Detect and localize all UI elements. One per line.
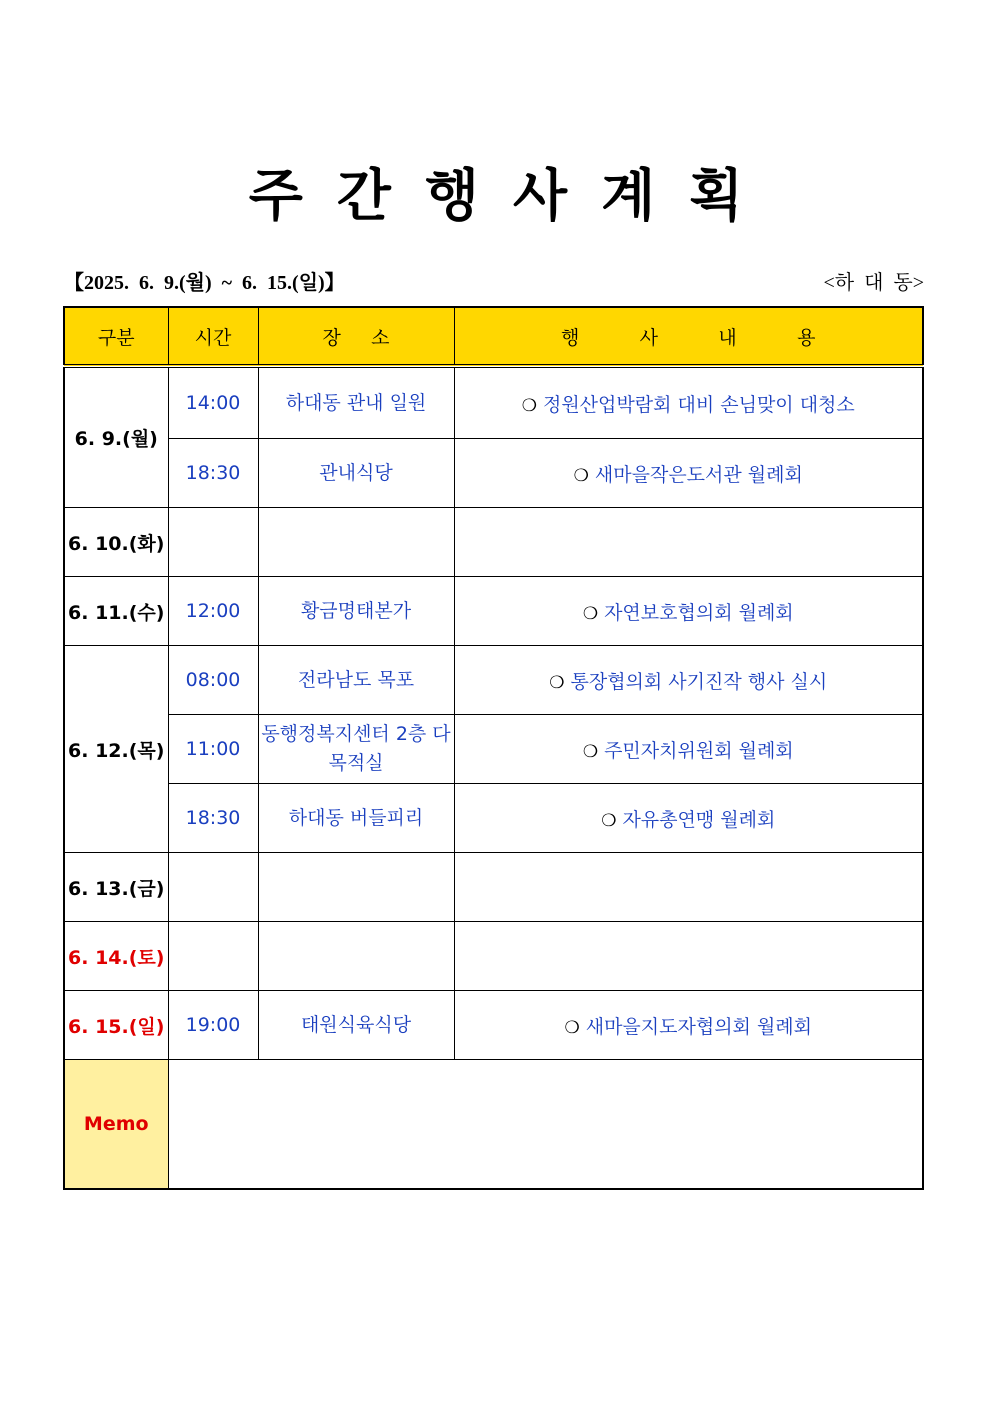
empty-cell [454, 508, 923, 577]
event-time: 12:00 [168, 577, 258, 646]
header-content: 행 사 내 용 [454, 307, 923, 366]
table-row [64, 853, 923, 922]
department-name: <하 대 동> [823, 272, 924, 294]
event-time: 08:00 [168, 646, 258, 715]
event-content [454, 439, 923, 508]
circle-bullet-icon: ❍ [601, 810, 617, 831]
header-time: 시간 [168, 307, 258, 366]
event-content [454, 991, 923, 1060]
event-content-text: 새마을작은도서관 월례회 [594, 463, 803, 486]
header-category: 구분 [64, 307, 168, 366]
event-place: 하대동 관내 일원 [258, 366, 454, 439]
empty-cell [258, 922, 454, 991]
empty-cell [258, 853, 454, 922]
circle-bullet-icon: ❍ [582, 741, 599, 762]
weekly-event-table [63, 306, 924, 1190]
table-row [64, 715, 923, 784]
event-content-text: 자연보호협의회 월례회 [604, 601, 794, 624]
day-cell: 6. 9.(월) [64, 366, 168, 508]
event-time: 19:00 [168, 991, 258, 1060]
day-cell: 6. 10.(화) [64, 508, 168, 577]
event-place: 전라남도 목포 [258, 646, 454, 715]
event-content [454, 715, 923, 784]
event-content-text: 통장협의회 사기진작 행사 실시 [570, 670, 828, 693]
event-time: 11:00 [168, 715, 258, 784]
table-row [64, 922, 923, 991]
header-place: 장 소 [258, 307, 454, 366]
event-place: 태원식육식당 [258, 991, 454, 1060]
table-row [64, 508, 923, 577]
period-range: 【2025. 6. 9.(월) ~ 6. 15.(일)】 [64, 272, 345, 294]
day-cell: 6. 14.(토) [64, 922, 168, 991]
empty-cell [168, 922, 258, 991]
table-row [64, 577, 923, 646]
event-content-text: 정원산업박람회 대비 손님맞이 대청소 [542, 393, 855, 416]
event-content [454, 577, 923, 646]
circle-bullet-icon: ❍ [573, 465, 589, 486]
empty-cell [168, 853, 258, 922]
circle-bullet-icon: ❍ [549, 672, 565, 693]
memo-area [168, 1060, 923, 1190]
event-place: 황금명태본가 [258, 577, 454, 646]
table-row [64, 1060, 923, 1190]
table-row [64, 366, 923, 439]
empty-cell [258, 508, 454, 577]
empty-cell [454, 853, 923, 922]
page-title: 주간행사계획 [248, 164, 778, 229]
event-place: 하대동 버들피리 [258, 784, 454, 853]
day-cell: 6. 15.(일) [64, 991, 168, 1060]
table-row [64, 439, 923, 508]
memo-label: Memo [64, 1060, 168, 1190]
circle-bullet-icon: ❍ [564, 1017, 580, 1038]
event-time: 18:30 [168, 784, 258, 853]
event-content [454, 366, 923, 439]
empty-cell [168, 508, 258, 577]
event-place: 동행정복지센터 2층 다목적실 [258, 715, 454, 784]
day-cell: 6. 11.(수) [64, 577, 168, 646]
circle-bullet-icon: ❍ [582, 603, 599, 624]
event-content [454, 784, 923, 853]
circle-bullet-icon: ❍ [521, 395, 537, 416]
event-content-text: 새마을지도자협의회 월례회 [585, 1015, 813, 1038]
event-content-text: 자유총연맹 월례회 [622, 808, 776, 831]
event-content [454, 646, 923, 715]
event-place: 관내식당 [258, 439, 454, 508]
table-row [64, 646, 923, 715]
day-cell: 6. 13.(금) [64, 853, 168, 922]
table-row [64, 991, 923, 1060]
empty-cell [454, 922, 923, 991]
event-time: 18:30 [168, 439, 258, 508]
table-row [64, 784, 923, 853]
day-cell: 6. 12.(목) [64, 646, 168, 853]
event-time: 14:00 [168, 366, 258, 439]
event-content-text: 주민자치위원회 월례회 [604, 739, 794, 762]
